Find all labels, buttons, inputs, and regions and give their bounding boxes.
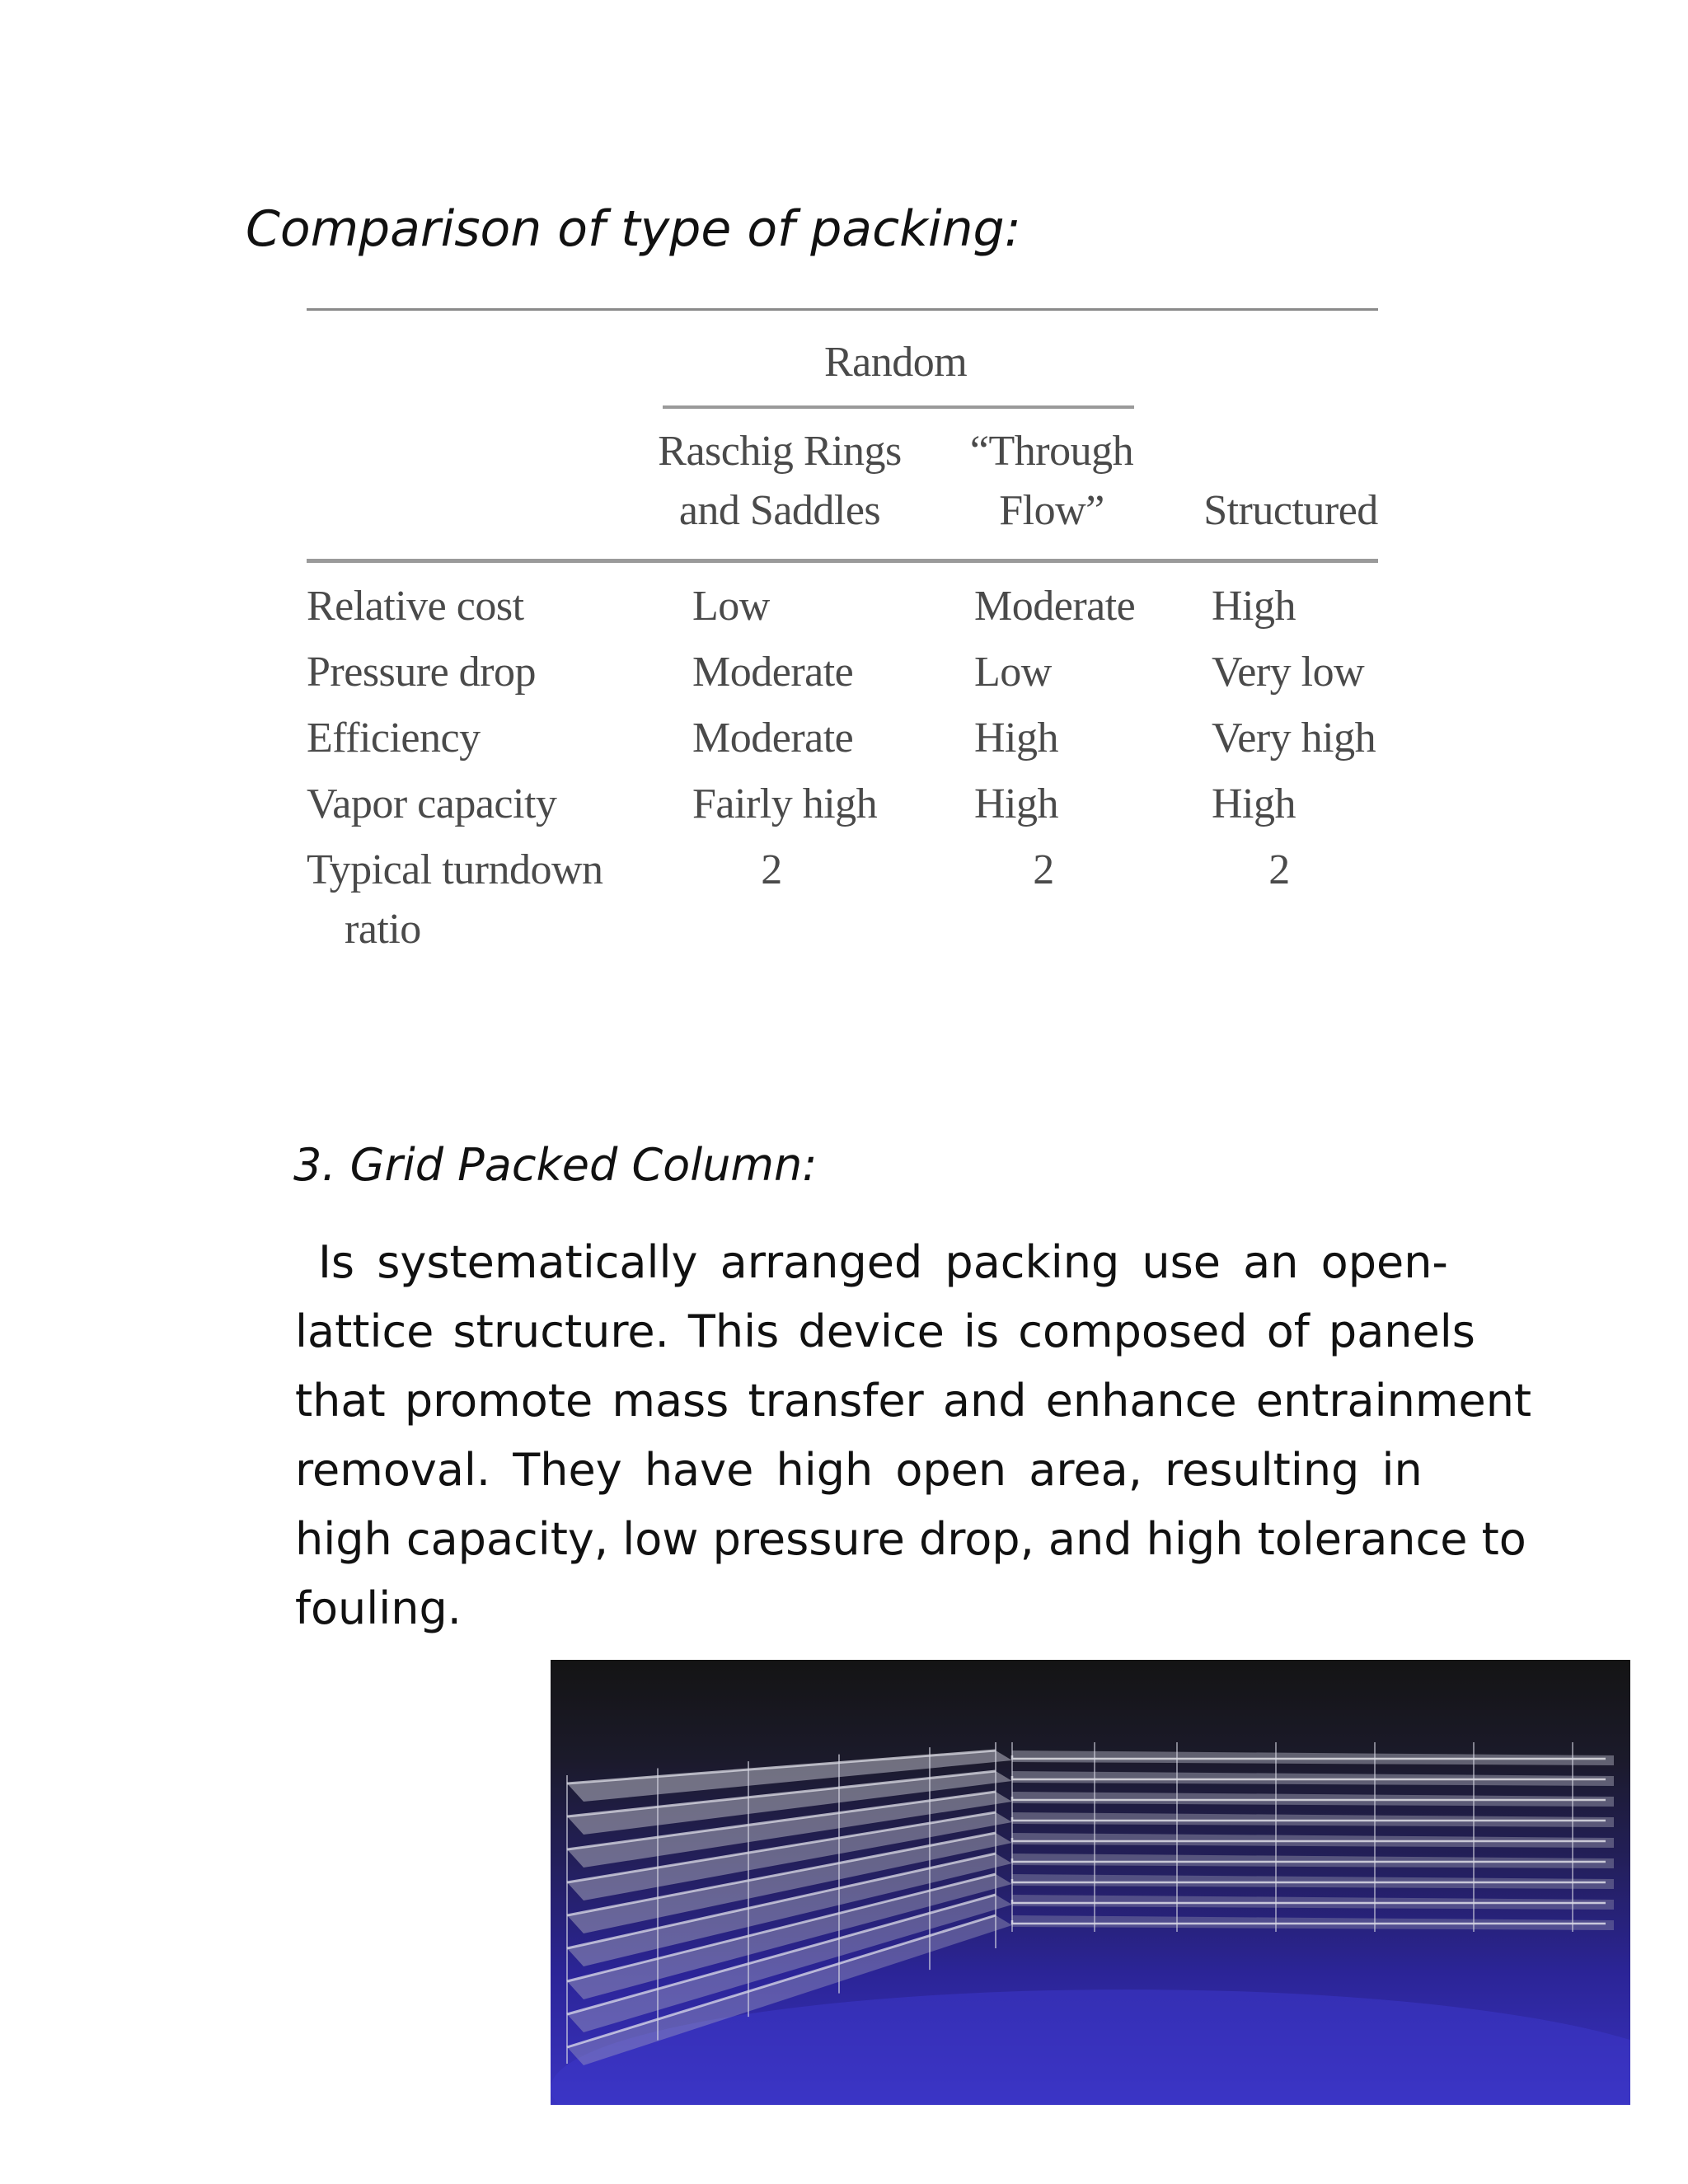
table-cell: Very low (1212, 649, 1365, 696)
table-cell: Low (974, 649, 1052, 696)
grid-packing-photo (551, 1660, 1630, 2105)
table-cell: 2 (1033, 846, 1054, 893)
random-group-rule (663, 405, 1134, 409)
table-cell: 2 (761, 846, 782, 893)
table-cell: Moderate (692, 649, 854, 696)
table-cell: Fairly high (692, 780, 878, 827)
paragraph-line: high capacity, low pressure drop, and high tolerance to (295, 1513, 1526, 1565)
column-header-through-flow-line1: “Through (969, 428, 1134, 475)
packing-comparison-table (293, 297, 1381, 989)
row-label-efficiency: Efficiency (307, 715, 481, 762)
column-header-raschig (656, 422, 903, 541)
column-header-raschig-line1: Raschig Rings (658, 428, 902, 475)
paragraph-line: removal. They have high open area, resulting in (295, 1444, 1423, 1496)
column-header-through-flow (953, 422, 1151, 541)
table-cell: High (1212, 583, 1296, 630)
paragraph-line: that promote mass transfer and enhance entrainment (295, 1375, 1532, 1427)
grid-packing-illustration (551, 1660, 1630, 2105)
row-label-relative-cost: Relative cost (307, 583, 524, 630)
table-cell: 2 (1268, 846, 1290, 893)
paragraph-line: lattice structure. This device is composed of panels (295, 1305, 1475, 1357)
table-cell: High (1212, 780, 1296, 827)
column-header-structured: Structured (1203, 487, 1378, 534)
section-heading: 3. Grid Packed Column: (293, 1139, 818, 1191)
table-cell: Low (692, 583, 770, 630)
row-label-pressure-drop: Pressure drop (307, 649, 537, 696)
column-header-raschig-line2: and Saddles (678, 487, 881, 534)
row-label-turndown-line2: ratio (345, 906, 421, 953)
table-cell: High (974, 780, 1058, 827)
table-cell: High (974, 715, 1058, 762)
random-group-header: Random (824, 339, 968, 386)
page-heading: Comparison of type of packing: (246, 200, 1021, 258)
row-label-vapor-capacity: Vapor capacity (307, 780, 557, 827)
paragraph-line: Is systematically arranged packing use an open- (318, 1236, 1448, 1288)
table-cell: Moderate (974, 583, 1136, 630)
paragraph-line: fouling. (295, 1582, 462, 1634)
table-header-rule (307, 559, 1378, 563)
table-top-rule (307, 308, 1378, 311)
body-paragraph (295, 1228, 1532, 1643)
table-cell: Very high (1212, 715, 1376, 762)
table-cell: Moderate (692, 715, 854, 762)
row-label-turndown-line1: Typical turndown (307, 846, 603, 893)
column-header-through-flow-line2: Flow” (999, 487, 1104, 534)
